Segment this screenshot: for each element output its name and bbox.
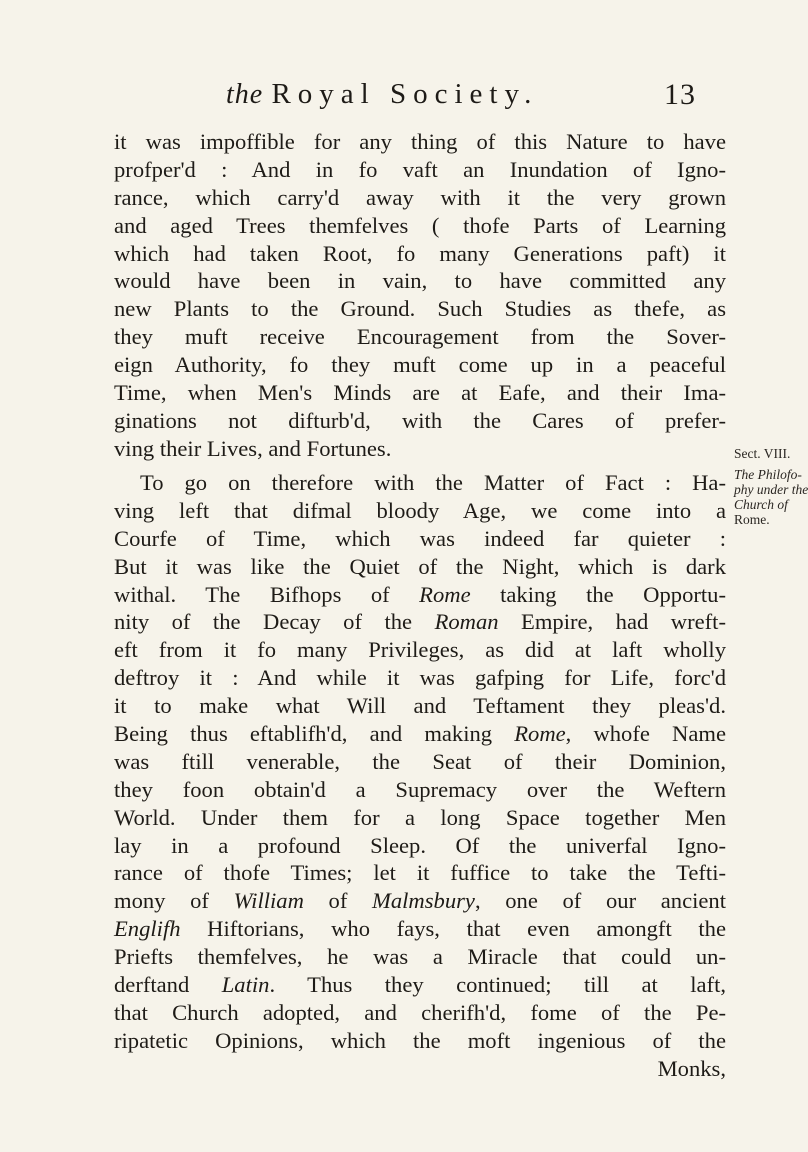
paragraph-2-line: it to make what Will and Teftament they pleas'd. (114, 693, 726, 719)
paragraph-2-line: World. Under them for a long Space together Men (114, 804, 726, 830)
marginal-note (734, 446, 808, 527)
marginal-line-3: Church of (734, 497, 788, 512)
paragraph-2 (114, 469, 726, 1083)
running-head-prefix: the (226, 79, 264, 110)
paragraph-2-line: Monks, (657, 1055, 726, 1081)
marginal-line-4: Rome. (734, 512, 770, 527)
paragraph-1-line: rance, which carry'd away with it the very grown (114, 184, 726, 210)
paragraph-2-line: derftand Latin. Thus they continued; till at laft, (114, 972, 727, 998)
paragraph-1 (114, 128, 726, 463)
paragraph-2-line: that Church adopted, and cherifh'd, fome of the Pe- (114, 999, 726, 1025)
paragraph-1-line: new Plants to the Ground. Such Studies as thefe, as (114, 296, 726, 322)
paragraph-1-line: ginations not difturb'd, with the Cares of prefer- (114, 407, 726, 433)
paragraph-2-line: ripatetic Opinions, which the moft ingenious of the (114, 1027, 726, 1053)
paragraph-2-line: ving left that difmal bloody Age, we come into a (114, 497, 726, 523)
running-head-title: Royal Society. (271, 78, 539, 110)
paragraph-1-line: would have been in vain, to have committed any (114, 268, 726, 294)
paragraph-2-line: was ftill venerable, the Seat of their Dominion, (114, 748, 726, 774)
paragraph-2-line: mony of William of Malmsbury, one of our ancient (114, 888, 726, 914)
paragraph-1-line: eign Authority, fo they muft come up in a peaceful (114, 352, 726, 378)
paragraph-1-line: and aged Trees themfelves ( thofe Parts of Learning (114, 212, 726, 238)
paragraph-1-line: Time, when Men's Minds are at Eafe, and their Ima- (114, 380, 726, 406)
paragraph-2-line: To go on therefore with the Matter of Fact : Ha- (140, 470, 726, 495)
paragraph-2-line: they foon obtain'd a Supremacy over the Weftern (114, 776, 726, 802)
paragraph-1-line: it was impoffible for any thing of this Nature to have (114, 129, 726, 154)
paragraph-2-line: rance of thofe Times; let it fuffice to take the Tefti- (114, 860, 726, 886)
paragraph-2-line: deftroy it : And while it was gafping for Life, forc'd (114, 665, 726, 691)
marginal-line-1: The Philofo- (734, 467, 802, 482)
paragraph-2-line: Priefts themfelves, he was a Miracle that could un- (114, 944, 726, 970)
running-head (226, 78, 696, 118)
paragraph-1-line: which had taken Root, fo many Generations paft) it (114, 240, 726, 266)
paragraph-1-line: ving their Lives, and Fortunes. (114, 435, 392, 461)
paragraph-2-line: But it was like the Quiet of the Night, which is dark (114, 553, 726, 579)
marginal-line-2: phy under the (734, 482, 808, 497)
paragraph-2-line: Courfe of Time, which was indeed far quieter : (114, 525, 726, 551)
paragraph-2-line: lay in a profound Sleep. Of the univerfal Igno- (114, 832, 726, 858)
paragraph-2-line: eft from it fo many Privileges, as did at laft wholly (114, 637, 726, 663)
paragraph-2-line: withal. The Bifhops of Rome taking the Opportu- (114, 581, 726, 607)
marginal-section: Sect. VIII. (734, 446, 791, 461)
paragraph-2-line: Being thus eftablifh'd, and making Rome, whofe Name (114, 721, 726, 747)
paragraph-2-line: nity of the Decay of the Roman Empire, had wreft- (114, 609, 726, 635)
paragraph-1-line: profper'd : And in fo vaft an Inundation of Igno- (114, 156, 726, 182)
page-number: 13 (664, 78, 696, 111)
paragraph-2-line: Englifh Hiftorians, who fays, that even amongft the (114, 916, 726, 942)
paragraph-1-line: they muft receive Encouragement from the Sover- (114, 324, 726, 350)
